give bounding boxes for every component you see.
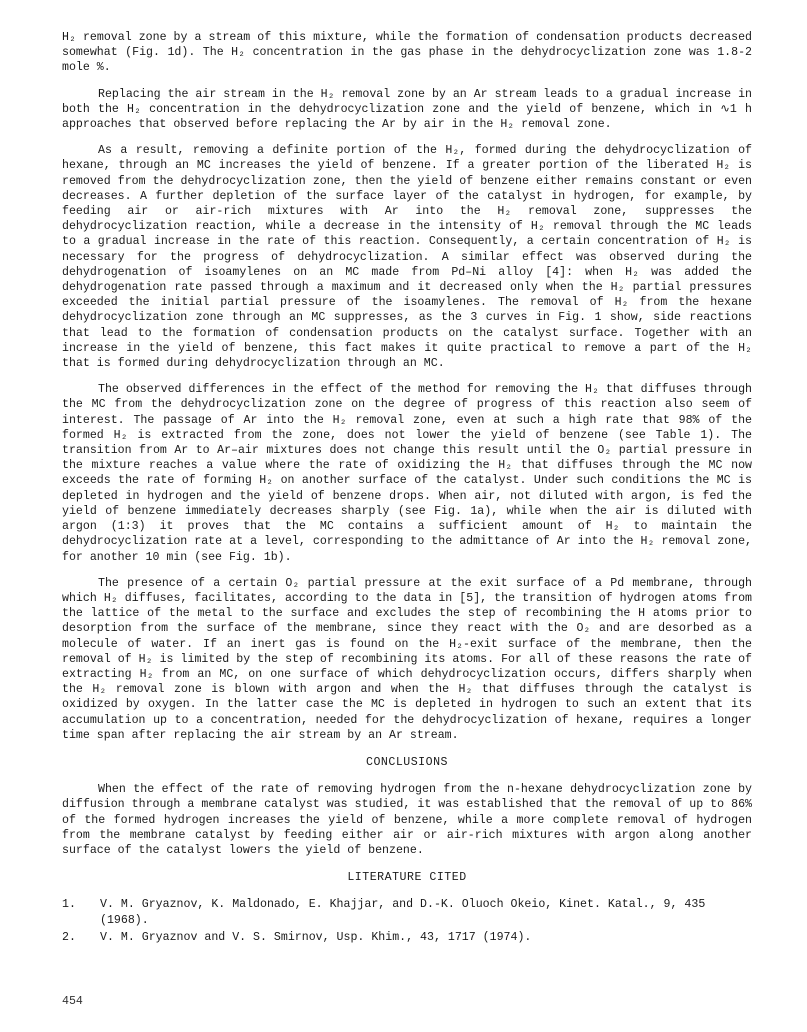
reference-text: V. M. Gryaznov, K. Maldonado, E. Khajjar, and D.-K. Oluoch Okeio, Kinet. Katal., 9, 435 (1968). [100, 898, 706, 927]
conclusions-text: When the effect of the rate of removing hydrogen from the n-hexane dehydrocyclization zone by diffusion through a membrane catalyst was studied, it was established that the removal of up to 86% of the formed hydrogen increases the yield of benzene, while a more complete removal of hydrogen from the membrane catalyst by feeding either air or air-rich mixtures with argon along another surface of the catalyst lowers the yield of benzene. [62, 783, 752, 857]
reference-item [62, 897, 752, 927]
body-paragraph-2: Replacing the air stream in the H₂ removal zone by an Ar stream leads to a gradual increase in both the H₂ concentration in the dehydrocyclization zone and the yield of benzene, which in ∿1 h approaches that observed before replacing the Ar by air in the H₂ removal zone. [62, 87, 752, 132]
page-number: 454 [62, 995, 83, 1008]
reference-number: 2. [62, 930, 76, 944]
reference-item [62, 930, 752, 945]
body-paragraph-5: The presence of a certain O₂ partial pressure at the exit surface of a Pd membrane, through which H₂ diffuses, facilitates, according to the data in [5], the transition of hydrogen atoms from the lattice of the metal to the surface and excludes the step of recombining the H atoms prior to desorption from the surface of the membrane, since they react with the O₂ and are desorbed as a molecule of water. If an inert gas is found on the H₂-exit surface of the membrane, then the removal of H₂ is limited by the step of recombining its atoms. For all of these reasons the rate of extracting H₂ from an MC, on one surface of which dehydrocyclization occurs, differs sharply when the H₂ removal zone is blown with argon and when the H₂ that diffuses through the catalyst is oxidized by oxygen. In the latter case the MC is depleted in hydrogen to such an extent that its accumulation up to a concentration, needed for the dehydrocyclization of hexane, requires a longer time span after replacing the air stream by an Ar stream. [62, 576, 752, 742]
article-page [62, 30, 752, 947]
conclusions-heading: CONCLUSIONS [365, 755, 449, 769]
reference-text: V. M. Gryaznov and V. S. Smirnov, Usp. Khim., 43, 1717 (1974). [100, 930, 532, 944]
literature-heading: LITERATURE CITED [347, 871, 467, 885]
reference-number: 1. [62, 898, 76, 912]
reference-list [62, 897, 752, 945]
body-paragraph-1: H₂ removal zone by a stream of this mixture, while the formation of condensation products decreased somewhat (Fig. 1d). The H₂ concentration in the gas phase in the dehydrocyclization zone was 1.8-2 mole %. [62, 31, 752, 75]
body-paragraph-4: The observed differences in the effect of the method for removing the H₂ that diffuses through the MC from the dehydrocyclization zone on the degree of progress of this reaction also seem of interest. The passage of Ar into the H₂ removal zone, even at such a high rate that 98% of the formed H₂ is extracted from the zone, does not lower the yield of benzene (see Table 1). The transition from Ar to Ar–air mixtures does not change this result until the O₂ partial pressure in the mixture reaches a value where the rate of oxidizing the H₂ that diffuses through the MC now exceeds the rate of forming H₂ on another surface of the catalyst. Under such conditions the MC is depleted in hydrogen and the yield of benzene drops. When air, not diluted with argon, is fed the yield of benzene immediately decreases sharply (see Fig. 1a), while when the air is diluted with argon (1:3) it proves that the MC contains a sufficient amount of H₂ to maintain the dehydrocyclization rate at a level, corresponding to the admittance of Ar into the H₂ removal zone, for another 10 min (see Fig. 1b). [62, 383, 752, 564]
body-paragraph-3: As a result, removing a definite portion of the H₂, formed during the dehydrocyclization of hexane, through an MC increases the yield of benzene. If a greater portion of the liberated H₂ is removed from the dehydrocyclization zone, then the yield of benzene either remains constant or even decreases. A further depletion of the surface layer of the catalyst in hydrogen, for example, by feeding air or air-rich mixtures with Ar into the H₂ removal zone, suppresses the dehydrocyclization reaction, while a decrease in the intensity of H₂ removal through the MC leads to a gradual increase in the rate of this reaction. Consequently, a certain concentration of H₂ is necessary for the progress of dehydrocyclization. A similar effect was observed during the dehydrogenation of isoamylenes on an MC made from Pd–Ni alloy [4]: when H₂ was added the dehydrogenation rate passed through a maximum and it decreased only when the H₂ partial pressures exceeded the initial partial pressure of the isoamylenes. The removal of H₂ from the hexane dehydrocyclization zone through an MC suppresses, as the 3 curves in Fig. 1 show, side reactions that lead to the formation of condensation products on the catalyst surface. Together with an increase in the yield of benzene, this fact makes it quite practical to remove a part of the H₂ that is formed during dehydrocyclization through an MC. [62, 144, 752, 371]
